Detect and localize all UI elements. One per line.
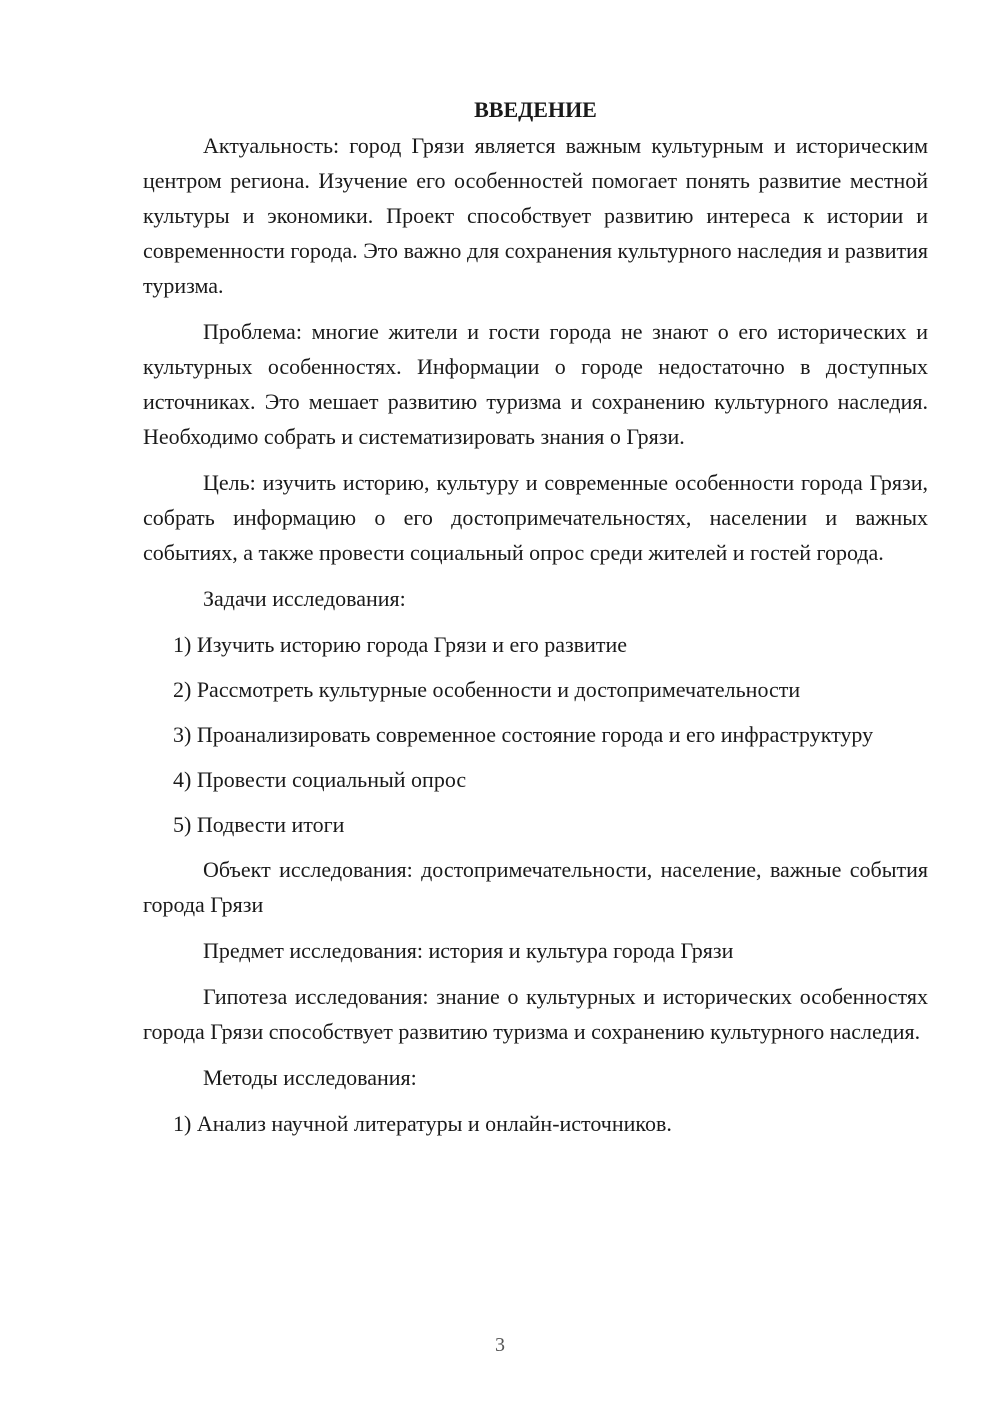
methods-heading: Методы исследования: [203, 1065, 417, 1090]
paragraph-goal: Цель: изучить историю, культуру и современные особенности города Грязи, собрать информацию о его достопримечательностях, населении и важных событиях, а также провести социальный опрос среди жителей и гостей города. [143, 470, 928, 565]
task-item-1: 1) Изучить историю города Грязи и его развитие [173, 632, 627, 657]
task-item-2: 2) Рассмотреть культурные особенности и достопримечательности [173, 677, 801, 702]
section-title: ВВЕДЕНИЕ [474, 97, 597, 122]
task-item-4: 4) Провести социальный опрос [173, 767, 467, 792]
paragraph-object: Объект исследования: достопримечательности, население, важные события города Грязи [143, 857, 928, 917]
method-item-1: 1) Анализ научной литературы и онлайн-источников. [173, 1111, 672, 1136]
document-page [143, 92, 928, 1151]
page-number: 3 [495, 1334, 505, 1356]
paragraph-subject: Предмет исследования: история и культура города Грязи [203, 938, 734, 963]
task-item-3: 3) Проанализировать современное состояние города и его инфраструктуру [173, 722, 874, 747]
paragraph-hypothesis: Гипотеза исследования: знание о культурных и исторических особенностях города Грязи способствует развитию туризма и сохранению культурного наследия. [143, 984, 928, 1044]
paragraph-relevance: Актуальность: город Грязи является важным культурным и историческим центром региона. Изучение его особенностей помогает понять развитие местной культуры и экономики. Проект способствует развитию интереса к истории и современности города. Это важно для сохранения культурного наследия и развития туризма. [143, 133, 928, 298]
paragraph-problem: Проблема: многие жители и гости города не знают о его исторических и культурных особенностях. Информации о городе недостаточно в доступных источниках. Это мешает развитию туризма и сохранению культурного наследия. Необходимо собрать и систематизировать знания о Грязи. [143, 319, 928, 449]
task-item-5: 5) Подвести итоги [173, 812, 345, 837]
tasks-heading: Задачи исследования: [203, 586, 406, 611]
